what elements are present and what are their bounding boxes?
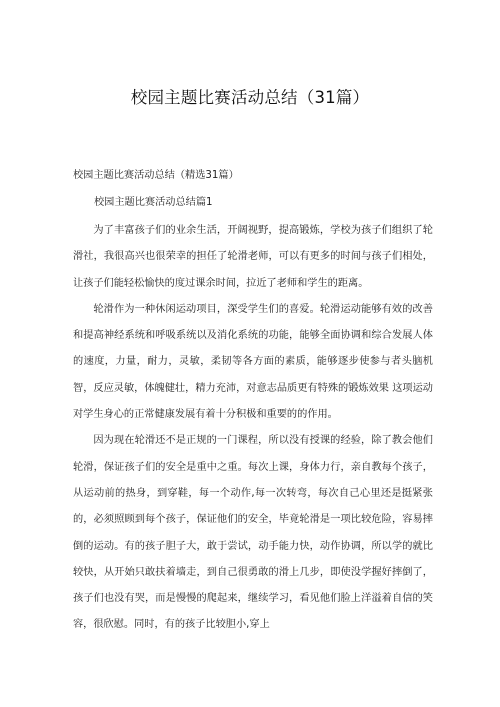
document-body <box>73 218 433 639</box>
body-paragraph-3: 因为现在轮滑还不是正规的一门课程，所以没有授课的经验，除了教会他们轮滑，保证孩子们的安全是重中之重。每次上课，身体力行，亲自教每个孩子，从运动前的热身，到穿鞋，每一个动作,每一次转弯，每次自己心里还是挺紧张的，必须照顾到每个孩子，保证他们的安全，毕竟轮滑是一项比较危险，容易摔倒的运动。有的孩子胆子大，敢于尝试，动手能力快，动作协调，所以学的就比较快，从开始只敢扶着墙走，到自己很勇敢的滑上几步，即使没学握好摔倒了，孩子们也没有哭，而是慢慢的爬起来，继续学习，看见他们脸上洋溢着自信的笑容，很欣慰。同时，有的孩子比较胆小,穿上 <box>73 435 433 631</box>
section-heading: 校园主题比赛活动总结篇1 <box>94 197 213 208</box>
document-subtitle: 校园主题比赛活动总结（精选31篇） <box>73 170 239 181</box>
body-paragraph-2: 轮滑作为一种休闲运动项目，深受学生们的喜爱。轮滑运动能够有效的改善和提高神经系统和呼吸系统以及消化系统的功能，能够全面协调和综合发展人体的速度，力量，耐力，灵敏，柔韧等各方面的素质，能够逐步使参与者头脑机智，反应灵敏，体魄健壮，精力充沛，对意志品质更有特殊的锻炼效果 这项运动对学生身心的正常健康发展有着十分积极和重要的的作用。 <box>73 303 433 421</box>
document-title: 校园主题比赛活动总结（31篇） <box>130 88 370 107</box>
body-paragraph-1: 为了丰富孩子们的业余生活，开阔视野，提高锻炼，学校为孩子们组织了轮滑社，我很高兴也很荣幸的担任了轮滑老师，可以有更多的时间与孩子们相处，让孩子们能轻松愉快的度过课余时间，拉近了老师和学生的距离。 <box>73 225 433 289</box>
